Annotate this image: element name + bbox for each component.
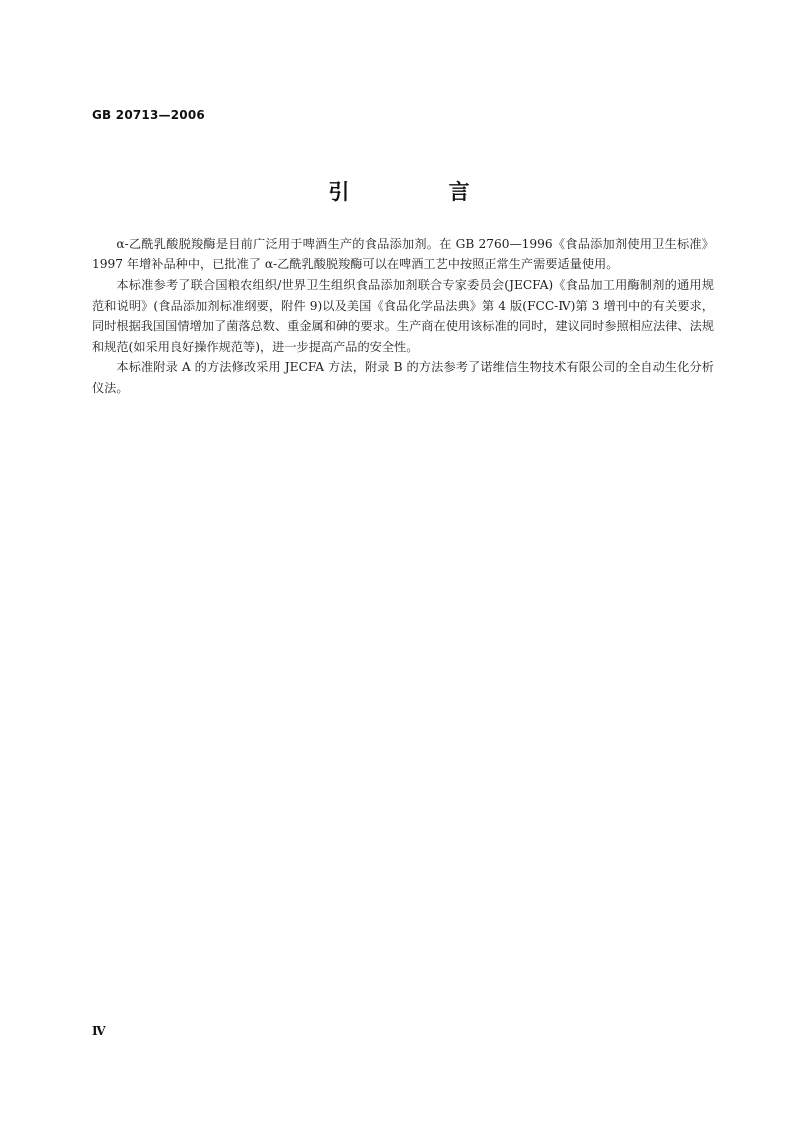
page-title: 引 言 [328,180,516,204]
paragraph-1: α-乙酰乳酸脱羧酶是目前广泛用于啤酒生产的食品添加剂。在 GB 2760—1996《食品添加剂使用卫生标准》1997 年增补品种中，已批准了 α-乙酰乳酸脱羧酶可以在啤酒工艺中按照正常生产需要适量使用。 [92,237,714,272]
page-number: Ⅳ [92,1024,106,1038]
paragraph-2: 本标准参考了联合国粮农组织/世界卫生组织食品添加剂联合专家委员会(JECFA)《食品加工用酶制剂的通用规范和说明》(食品添加剂标准纲要，附件 9)以及美国《食品化学品法典》第 4 版(FCC-Ⅳ)第 3 增刊中的有关要求，同时根据我国国情增加了菌落总数、重金属和砷的要求。生产商在使用该标准的同时，建议同时参照相应法律、法规和规范(如采用良好操作规范等)，进一步提高产品的安全性。 [92,278,714,354]
paragraph-3: 本标准附录 A 的方法修改采用 JECFA 方法，附录 B 的方法参考了诺维信生物技术有限公司的全自动生化分析仪法。 [92,360,714,395]
body-text [92,234,714,399]
standard-code: GB 20713—2006 [92,108,205,122]
